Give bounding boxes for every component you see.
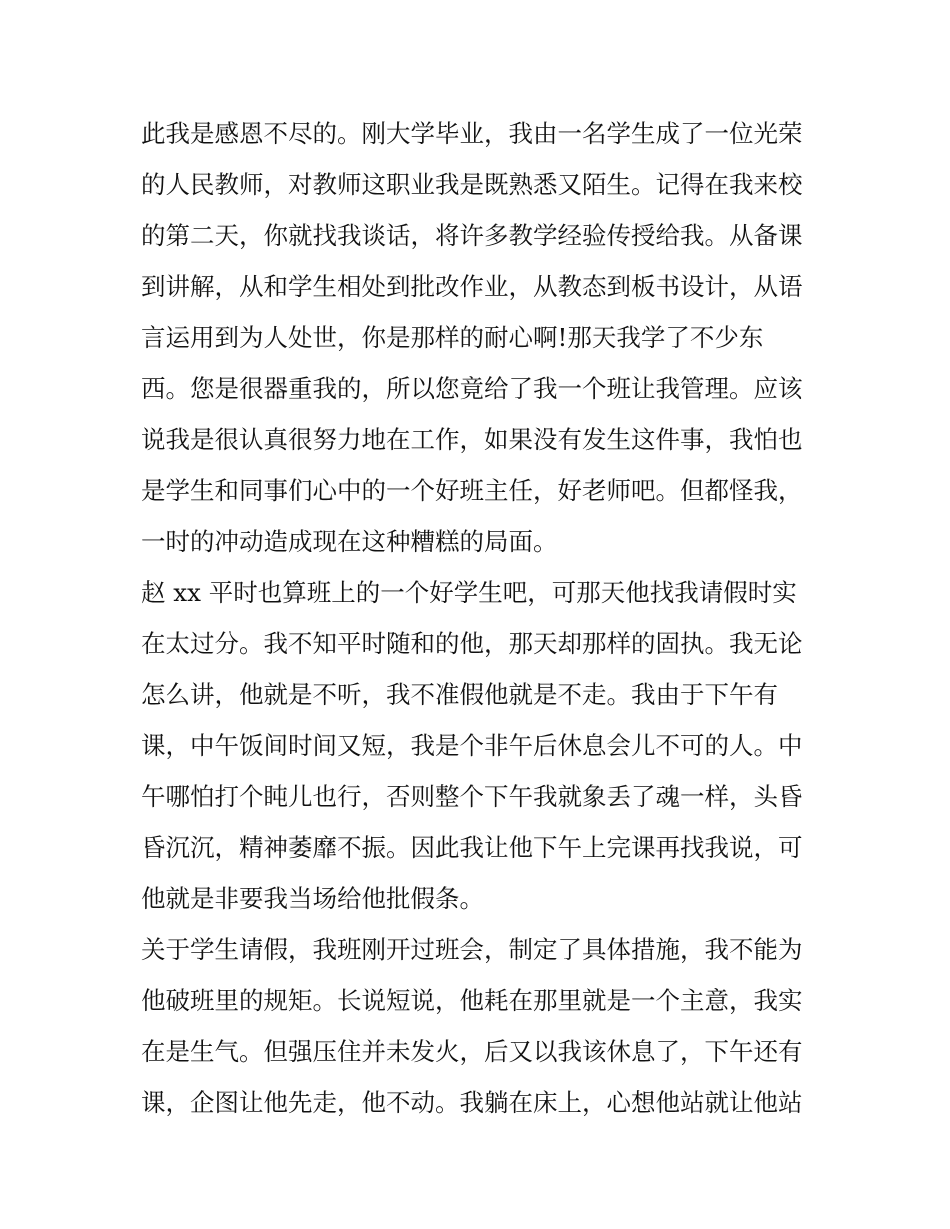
text-line: 赵 xx 平时也算班上的一个好学生吧，可那天他找我请假时实: [141, 578, 797, 607]
text-line: 在太过分。我不知平时随和的他，那天却那样的固执。我无论: [141, 629, 803, 658]
text-line: 此我是感恩不尽的。刚大学毕业，我由一名学生成了一位光荣: [141, 119, 803, 148]
paragraph-1: [141, 108, 821, 567]
text-line: 言运用到为人处世，你是那样的耐心啊!那天我学了不少东: [141, 323, 764, 352]
text-line: 到讲解，从和学生相处到批改作业，从教态到板书设计，从语: [141, 272, 803, 301]
text-line: 的人民教师，对教师这职业我是既熟悉又陌生。记得在我来校: [141, 170, 803, 199]
text-line: 怎么讲，他就是不听，我不准假他就是不走。我由于下午有: [141, 680, 778, 709]
document-body: [141, 108, 821, 1128]
text-line: 他就是非要我当场给他批假条。: [141, 884, 484, 913]
text-line: 昏沉沉，精神萎靡不振。因此我让他下午上完课再找我说，可: [141, 833, 803, 862]
text-line: 说我是很认真很努力地在工作，如果没有发生这件事，我怕也: [141, 425, 803, 454]
paragraph-2: [141, 567, 821, 924]
text-line: 在是生气。但强压住并未发火，后又以我该休息了，下午还有: [141, 1037, 803, 1066]
text-line: 一时的冲动造成现在这种糟糕的局面。: [141, 527, 558, 556]
text-line: 课，企图让他先走，他不动。我躺在床上，心想他站就让他站: [141, 1088, 803, 1117]
text-line: 西。您是很器重我的，所以您竟给了我一个班让我管理。应该: [141, 374, 803, 403]
text-line: 是学生和同事们心中的一个好班主任，好老师吧。但都怪我，: [141, 476, 803, 505]
text-line: 午哪怕打个盹儿也行，否则整个下午我就象丢了魂一样，头昏: [141, 782, 803, 811]
text-line: 课，中午饭间时间又短，我是个非午后休息会儿不可的人。中: [141, 731, 803, 760]
paragraph-3: [141, 924, 821, 1128]
text-line: 他破班里的规矩。长说短说，他耗在那里就是一个主意，我实: [141, 986, 803, 1015]
text-line: 的第二天，你就找我谈话，将许多教学经验传授给我。从备课: [141, 221, 803, 250]
text-line: 关于学生请假，我班刚开过班会，制定了具体措施，我不能为: [141, 935, 803, 964]
